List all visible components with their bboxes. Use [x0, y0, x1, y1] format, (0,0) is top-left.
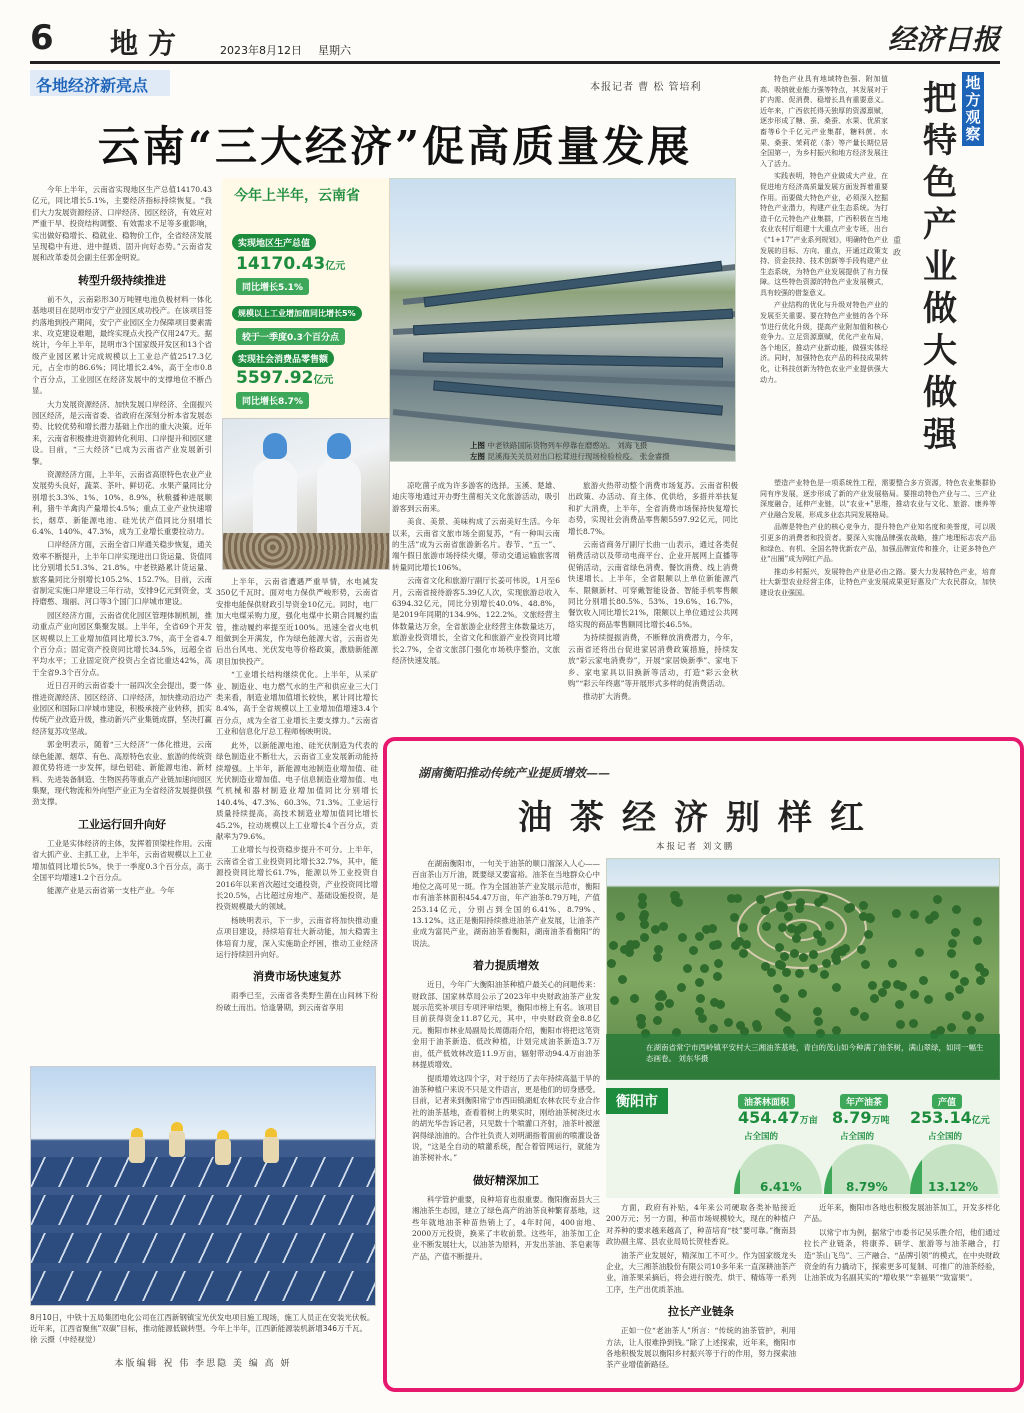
paragraph: 塑造产业特色是一项系统性工程，需要整合多方资源，特色农业集群协同有序发展，逐步形成了新的产业发展格局。要推动特色产业与二、三产业深度融合，延伸产业链，以“农业+”思维，推动农业与文化、旅游、康养等产业融合发展，形成多业态共同发展格局。 [760, 479, 996, 519]
tea-tree [783, 891, 792, 900]
solar-panel-photo [30, 1066, 376, 1306]
tea-tree [962, 1011, 971, 1020]
tea-column-3 [804, 1202, 1000, 1378]
tea-tree [910, 910, 919, 919]
tea-tree [822, 959, 831, 968]
tea-tree [924, 995, 933, 1004]
kpi-label: 油茶林面积 [738, 1094, 795, 1109]
side-kicker: 地方观察 [962, 72, 984, 146]
paragraph: 特色产业具有地域特色强、附加值高、吸纳就业能力强等特点，其发展对于扩内需、促消费、稳增长具有重要意义。近年来，广西依托得天独厚的资源禀赋，逐步形成了糖、蚕、桑蚕、水果、优质家畜等6个千亿元产业集群，糖料蔗、水果、桑蚕、茉莉花（茶）等产量长期位居全国第一，为乡村振兴和地方经济发展注入了活力。 [760, 75, 888, 168]
statistics-card [222, 178, 390, 418]
subheading: 转型升级持续推进 [78, 273, 166, 287]
tea-tree [915, 948, 924, 957]
tea-tree [896, 1020, 905, 1029]
tea-tree [809, 964, 818, 973]
tea-tree [778, 923, 787, 932]
tea-tree [696, 994, 705, 1003]
tea-tree [713, 940, 722, 949]
tea-tree [895, 1000, 904, 1009]
tea-tree [892, 909, 901, 918]
tea-tree [792, 934, 801, 943]
paragraph: 品牌是特色产业的核心竞争力，提升特色产业知名度和美誉度，可以吸引更多的消费者和投资者。要深入实施品牌强农战略，推广地理标志农产品和绿色、有机、全国名特优新农产品，加强品牌宣传和推介，让更多特色产业“出圈”成为网红产品。 [760, 523, 996, 564]
newspaper-logo: 经济日报 [887, 23, 1000, 56]
paragraph: 提质增效这四个字，对于经历了去年持续高温干旱的油茶种植户来说不只是文件语言，更是他们的切身感受。目前，记者来到衡阳常宁市西田镇湖虹农林农民专业合作社的油茶基地，查看着树上的果实时，刚给油茶树浇过水的胡光华告诉记者，只见数十个喷灌口齐射，油茶叶被滋润得绿油油的。合作社负责人刘明湖指着面前的喷灌设备说，“这是全自动的喷灌系统，配合着管网运行，就能为油茶树补水。” [412, 1073, 600, 1163]
tea-tree [878, 988, 887, 997]
tea-tree [844, 904, 853, 913]
tea-tree [653, 953, 662, 962]
paragraph: 为持续提振消费，不断释放消费潜力，今年，云南省还将出台促进家居消费政策措施，持续发放“彩云家电消费券”，开展“家居焕新季”、家电下乡、家电家具以旧换新等活动，打造“彩云金秋购”“彩云年终惠”等开展形式多样的促消费活动。 [568, 633, 738, 688]
tea-tree [933, 895, 942, 904]
share-value: 6.41% [760, 1180, 802, 1194]
tea-tree [775, 943, 784, 952]
tea-tree [950, 970, 959, 979]
tea-tree [813, 1007, 822, 1016]
share-gauge-fill [824, 1144, 832, 1194]
stat-value: 14170.43亿元 [236, 254, 346, 274]
tea-tree [773, 984, 782, 993]
tea-tree [710, 998, 719, 1007]
tea-tree [910, 990, 919, 999]
tea-tree [683, 964, 692, 973]
subheading: 工业运行回升向好 [78, 817, 166, 831]
tea-tree [973, 917, 982, 926]
tea-column-1 [412, 858, 600, 1378]
tea-tree [733, 894, 742, 903]
tea-tree [947, 949, 956, 958]
share-gauge-fill [910, 1144, 922, 1194]
paragraph: 雨季已至，云南省各类野生菌在山间林下纷纷破土而出。恰逢暑期，到云南省享用 [216, 991, 378, 1012]
tea-tree [893, 980, 902, 989]
paragraph: “工业增长结构继续优化。上半年，从采矿业、制造业、电力燃气水的生产和供应业三大门类来看，制造业增加值增长较快，累计同比增长8.4%，高于全省规模以上工业增加值增速3.4个百分点，成为全省工业增长主要支撑力。”云南省工业和信息化厅总工程师杨映明说。 [216, 670, 378, 737]
tea-article-kicker: 湖南衡阳推动传统产业提质增效—— [418, 766, 611, 780]
tea-tree [665, 999, 674, 1008]
tea-tree [616, 912, 625, 921]
stat-label: 实现地区生产总值 [232, 234, 316, 251]
tea-tree [713, 972, 722, 981]
hengyang-tag: 衡阳市 [606, 1088, 668, 1114]
stat-change-badge: 同比增长5.1% [236, 278, 309, 295]
share-value: 13.12% [928, 1180, 978, 1194]
tea-article-headline: 油茶经济别样红 [518, 798, 882, 838]
paragraph: 工业是实体经济的主体，发挥着顶梁柱作用。云南省大抓产业、主抓工业，上半年，云南省规模以上工业增加值同比增长5%，快于一季度0.3个百分点，高于全国平均增速1.2个百分点。 [32, 838, 212, 882]
paragraph: 园区经济方面，云南省优化园区管理体制机制，推动重点产业向园区集聚发展。上半年，全省69个开发区规模以上工业增加值同比增长3.7%，高于全省4.7个百分点；固定资产投资同比增长34.5%，远超全省平均水平；工业固定资产投资占全省比重达42%，高于全省9.3个百分点。 [32, 610, 212, 677]
tea-tree [955, 985, 964, 994]
paragraph: 以常宁市为例，据常宁市委书记吴乐胜介绍，他们通过拉长产业链条，将康养、研学、旅游等与油茶融合，打造“茶山飞鸟”、三产融合、“品牌引领”的模式，在中央财政资金的有力撬动下，探索更多可复制、可推广的油茶经验，让油茶成为名副其实的“增收果”“幸福果”“致富果”。 [804, 1227, 1000, 1283]
tea-tree [814, 1017, 823, 1026]
tea-tree [739, 949, 748, 958]
section-name: 地方 [110, 27, 187, 60]
paragraph: 云南省商务厅副厅长曲一山表示，通过各类促销费活动以及带动电商平台、企业开展网上直播等促销活动，云南省绿色消费、餐饮消费、线上消费快速增长。上半年，全省限额以上单位新能源汽车、限额新材、可穿戴智能设备、智能手机零售额同比分别增长80.5%、53%、19.6%、16.7%，餐饮收入同比增长21%，限额以上单位通过公共网络实现的商品零售额同比增长46.5%。 [568, 540, 738, 629]
kpi-label: 产值 [932, 1094, 962, 1109]
tea-tree [825, 921, 834, 930]
tea-tree [638, 900, 647, 909]
tea-tree [841, 944, 850, 953]
tea-tree [820, 970, 829, 979]
tea-column-2 [606, 1126, 796, 1378]
tea-tree [780, 994, 789, 1003]
section-kicker: 各地经济新亮点 [30, 70, 170, 96]
subheading: 消费市场快速复苏 [253, 970, 341, 984]
tea-tree [809, 950, 818, 959]
paragraph: 此外，以新能源电池、硅光伏制造为代表的绿色制造业不断壮大，云南省工业发展新动能持续增强。上半年，新能源电池制造业增加值、硅光伏制造业增加值、电子信息制造业增加值、电气机械和器材制造业增加值同比分别增长140.4%、47.3%、60.3%、71.3%。工业运行质量持续提高，高技术制造业增加值同比增长45.2%，拉动规模以上工业增长4个百分点，贡献率为79.6%。 [216, 740, 378, 841]
stat-label: 规模以上工业增加值同比增长5% [232, 306, 362, 321]
tea-tree [609, 941, 618, 950]
tea-tree [948, 939, 957, 948]
paragraph: 杨映明表示，下一步，云南省将加快推动重点项目建设，持续培育壮大新动能，加大稳需主体培育力度，深入实施助企纾困，推动工业经济运行持续回升向好。 [216, 915, 378, 959]
tea-tree [626, 940, 635, 949]
solar-photo-caption: 8月10日，中铁十五局集团电化公司在江西新钢镇宝光伏发电项目施工现场，施工人员正在安装光伏板。近年来，江西省聚焦“双碳”目标，推动能源低碳转型。今年上半年，江西新能源装机新增346万千瓦。 徐 云摄（中经视觉） [30, 1313, 375, 1344]
main-byline: 本报记者 曹 松 管培利 [590, 82, 702, 93]
tea-tree [607, 959, 616, 968]
tea-tree [636, 1014, 645, 1023]
tea-tree [790, 949, 799, 958]
tea-tree [859, 901, 868, 910]
tea-tree [864, 930, 873, 939]
tea-tree [678, 933, 687, 942]
tea-tree [640, 910, 649, 919]
side-author: 重 政 [893, 236, 901, 257]
share-value: 8.79% [846, 1180, 888, 1194]
masthead [30, 18, 1000, 64]
paragraph: 凉吃菌子成为许多游客的选择。玉溪、楚雄、迪庆等地通过开办野生菌相关文化旅游活动，吸引游客到云南来。 [392, 481, 560, 513]
tea-tree [973, 936, 982, 945]
tea-tree [775, 960, 784, 969]
tea-tree [798, 989, 807, 998]
tea-tree [779, 1011, 788, 1020]
photo-credit: 徐 云摄（中经视觉） [30, 1335, 100, 1344]
publication-weekday: 星期六 [318, 44, 351, 57]
tea-tree [630, 994, 639, 1003]
subheading: 着力提质增效 [473, 959, 539, 973]
subheading: 拉长产业链条 [668, 1305, 734, 1319]
tea-tree [951, 928, 960, 937]
paragraph: 油茶产业发展好，精深加工不可少。作为国家级龙头企业，大三湘茶油股份有限公司10多年来一直深耕油茶产业，油茶果采摘后，将会进行脱壳、烘干、精炼等一系列工序，生产出优质茶油。 [606, 1250, 796, 1294]
tea-tree [799, 953, 808, 962]
tea-tree [640, 920, 649, 929]
tea-tree [784, 912, 793, 921]
tea-tree [888, 959, 897, 968]
paragraph: 今年上半年，云南省实现地区生产总值14170.43亿元，同比增长5.1%，主要经济指标持续恢复。“我们大力发展资源经济、口岸经济、园区经济，有效应对严重干旱、投资结构调整、有效需求不足等多重影响，实出做好稳增长、稳就业、稳物价工作，全省经济发展呈现稳中有进、进中提质、固升向好态势。”云南省发展和改革委员会副主任郭金明说。 [32, 185, 212, 263]
tea-tree [659, 922, 668, 931]
paragraph: 能源产业是云南省第一支柱产业。今年 [47, 886, 175, 896]
article-column-1 [32, 184, 212, 1054]
tea-tree [866, 914, 875, 923]
tea-tree [813, 930, 822, 939]
editor-credits: 本版编辑 祝 伟 李思隐 美 编 高 妍 [114, 1359, 292, 1369]
kpi-share-label: 占全国的 [744, 1132, 779, 1142]
statistics-title: 今年上半年，云南省 [234, 188, 360, 204]
tea-tree [925, 915, 934, 924]
publication-date: 2023年8月12日 [220, 44, 302, 57]
stat-change-badge: 较于一季度0.3个百分点 [236, 328, 345, 345]
kpi-share-label: 占全国的 [928, 1132, 963, 1142]
side-headline: 把特色产业做大做强 [923, 79, 957, 455]
tea-tree [814, 898, 823, 907]
tea-tree [618, 975, 627, 984]
tea-tree [695, 978, 704, 987]
stat-label: 实现社会消费品零售额 [232, 350, 334, 367]
tea-tree [947, 1023, 956, 1032]
tea-tree [776, 903, 785, 912]
tea-tree [655, 1002, 664, 1011]
tea-tree [960, 977, 969, 986]
paragraph: 近日召开的云南省委十一届四次全会提出，要一体推进资源经济、园区经济、口岸经济，加快推动沿边产业园区和国际口岸城市建设，积极承接产业转移，抓实传统产业改造升级，推动新兴产业集链成群，坚决打赢经济复苏攻坚战。 [32, 681, 212, 736]
paragraph: 上半年，云南省遭遇严重旱情，水电减发350亿千瓦时。面对电力保供严峻形势，云南省安排电能保供财政引导资金10亿元。同时，电厂加大电煤采购力度，强化电煤中长期合同履约监管，推动履约率提至近100%。迅速全省火电机组做到全开满发，作为绿色能源大省，云南省先后出台风电、光伏发电等价格政策，激励新能源项目加快投产。 [216, 577, 378, 666]
paragraph: 资源经济方面，上半年，云南省高原特色农业产业发展势头良好，蔬菜、茶叶、鲜切花、水果产量同比分别增长3.3%、1%、10%、8.9%，秋粮播种进展顺利，猪牛羊禽肉产量增长4.5%；重点工业产业快速增长，烟草、新能源电池、硅光伏产值同比分别增长6.4%、140%、47.3%，成为工业增长重要拉动力。 [32, 469, 212, 536]
tea-tree [832, 983, 841, 992]
tea-tree [782, 968, 791, 977]
kpi-share-label: 占全国的 [840, 1132, 875, 1142]
tea-tree [700, 964, 709, 973]
tea-tree [739, 923, 748, 932]
paragraph: 云南省文化和旅游厅副厅长姜可伟说，1月至6月，云南省接待游客5.39亿人次，实现旅游总收入6394.32亿元，同比分别增长40.0%、48.8%，是2019年同期的134.9%、122.2%。文旅经营主体数量达万余，全省旅游企业经营主体数量达万，旅游业投资增长，全省文化和旅游产业投资同比增长2.7%，全省文旅部门强化市场秩序整治，文旅经济快速发展。 [392, 576, 560, 666]
side-column-lower [760, 478, 996, 728]
stat-value: 5597.92亿元 [236, 368, 334, 388]
paragraph: 在湖南衡阳市，一句关于油茶的顺口溜深入人心——百亩茶山万斤油，既要绿又要富裕。油茶在当地群众心中地位之高可见一斑。作为全国油茶产业发展示范市，衡阳市有油茶林面积454.47万亩，年产油茶8.79万吨，产值253.14亿元，分别占到全国的6.41%、8.79%、13.12%。这正是衡阳持续推进油茶产业发展，让油茶产业成为富民产业，湖南油茶看衡阳，湖南油茶看衡阳”的说法。 [412, 859, 600, 948]
paragraph: 近年来，衡阳市各地也积极发展油茶加工，开发多样化产品。 [804, 1203, 1000, 1224]
tea-tree [975, 1013, 984, 1022]
kpi-value: 253.14亿元 [910, 1108, 990, 1127]
tea-tree [709, 1024, 718, 1033]
tea-photo-caption: 在湖南省常宁市西岭镇平安村大三湘油茶基地，青白的茂山如今种满了油茶树，满山翠绿，如同一幅生态画卷。 刘东华摄 [606, 1034, 1000, 1080]
paragraph: 美食、美景、美味构成了云南美好生活。今年以来，云南省文旅市场全面复苏，“有一种叫云南的生活”成为云南省旅游新名片。春节、“五一”、端午假日旅游市场持续火爆，带动交通运输旅客周转量同比增长106%。 [392, 517, 560, 572]
article-column-2 [216, 576, 378, 1040]
tea-tree [868, 981, 877, 990]
paragraph: 产业结构的优化与升级对特色产业的发展至关重要。要在特色产业链的各个环节进行优化升级，提高产业附加值和核心竞争力。立足资源禀赋，优化产业布局，各个地区，推动产业新动能，做强实体经济。同时，加强特色农产品的科技成果转化，让科技创新为特色农业产业提供强大动力。 [760, 301, 888, 384]
tea-tree [761, 962, 770, 971]
tea-tree [761, 906, 770, 915]
photo-caption: 上图 中老铁路国际货物列车停靠在磨憨站。 刘海飞摄 左图 昆溪海关关员对出口松茸进行现场检验检疫。 张金睿摄 [470, 441, 670, 461]
tea-tree [857, 945, 866, 954]
tea-article-byline: 本报记者 刘文鹏 [656, 842, 735, 852]
tea-tree [795, 969, 804, 978]
tea-tree [870, 994, 879, 1003]
tea-tree [695, 1007, 704, 1016]
tea-tree [735, 937, 744, 946]
paragraph: 科学管护重要，良种培育也很重要。衡阳衡南县大三湘油茶生态园，建立了绿色高产的油茶良种繁育基地，这些年就地油茶种苗热销上了，4年时间，400亩地、2000万元投资，换来了丰收前景。这些年，油茶加工企业不断发展壮大，以油茶为原料，开发出茶油、茶皂素等产品，产值不断提升。 [412, 1194, 600, 1261]
paragraph: 口岸经济方面，云南全省口岸通关稳步恢复，通关效率不断提升，上半年口岸实现进出口货运量、货值同比分别增长51.3%、21.8%。中老铁路累计货运量、旅客量同比分别增长105.2%、152.7%。目前，云南省制定实施口岸建设三年行动，安排9亿元到资金，支持磨憨、瑞丽、河口等3个国门口岸城市建设。 [32, 540, 212, 607]
paragraph: 实践表明，特色产业做成大产业，在促进地方经济高质量发展方面发挥着重要作用。而要做大特色产业，必须深入挖掘特色产业潜力，构建产业生态系统。为打造千亿元特色产业集群，广西积极在当地农业农村厅组建十大重点产业专班，出台《“1+17”产业系列规划》，明确特色产业发展的目标、方向、重点，开通过政策支持、资金扶持、技术创新等手段构建产业生态系统，为特色产业发展提供了有力保障。这些特色资源的特色产业发展模式，具有较强的借鉴意义。 [760, 172, 888, 297]
main-headline: 云南“三大经济”促高质量发展 [97, 122, 693, 171]
paragraph: 推动扩大消费。 [583, 692, 636, 702]
tea-tree [975, 963, 984, 972]
side-column-upper [760, 74, 888, 474]
tea-tree [610, 996, 619, 1005]
tea-tree [695, 932, 704, 941]
kpi-value: 454.47万亩 [738, 1108, 818, 1127]
tea-tree [657, 990, 666, 999]
tea-tree [714, 959, 723, 968]
page-number: 6 [30, 18, 54, 58]
tea-tree [724, 1018, 733, 1027]
paragraph: 正如一位“老油茶人”所言：“传统的油茶管护，利用方法，让人很难挣到钱。”除了上述探索，近年来，衡阳市各地积极发展以衡阳乡村振兴等于行的作用，努力探索油茶产业增值新路径。 [606, 1326, 796, 1370]
kpi-value: 8.79万吨 [832, 1108, 890, 1127]
tea-tree [677, 983, 686, 992]
tea-tree [832, 956, 841, 965]
stat-change-badge: 同比增长8.7% [236, 392, 309, 409]
tea-tree [945, 992, 954, 1001]
paragraph: 方面，政府有补贴，4年来公司硬取各类补贴接近200万元；另一方面，种苗市场规模较大，现在的种植户对养种的要求越来越高了，种苗培育“枝”要可靠。”衡南县政协副主席、县农业局局长贺桂香说。 [606, 1203, 796, 1247]
article-column-4 [568, 480, 738, 726]
inspection-photo [222, 418, 390, 570]
tea-tree [861, 960, 870, 969]
tea-tree [702, 925, 711, 934]
tea-tree [654, 945, 663, 954]
tea-tree [756, 895, 765, 904]
paragraph: 前不久，云南彩形30万吨锂电池负极材料一体化基地项目在昆明市安宁产业园区成功投产。在该项目签约落地到投产期间，安宁产业园区全力保障项目要素需求、攻克建设难题，最终实现点火投产仅用247天。据统计，今年上半年，昆明市3个国家级开发区和13个省级产业园区累计完成规模以上工业总产值2517.3亿元，占全市的86.6%；同比增长2.4%，高于全市0.8个百分点，工业园区在经济发展中的支撑地位不断凸显。 [32, 294, 212, 396]
tea-tree [952, 905, 961, 914]
tea-tree [689, 946, 698, 955]
tea-tree [795, 904, 804, 913]
paragraph: 近日，今年广大衡阳油茶种植户最关心的问题传来：财政部、国家林草局公示了2023年中央财政油茶产业发展示范奖补项目专项评审结果，衡阳市榜上有名。该项目目前获得资金11.87亿元，其中，中央财政资金8.8亿元。衡阳市林业局副局长周德雨介绍，衡阳市将把这笔资金用于油茶新造、低改种植，计划完成油茶新造3.7万亩，低产低效林改造11.9万亩，辐射带动94.4万亩油茶林提质增效。 [412, 980, 600, 1070]
subheading: 做好精深加工 [473, 1173, 539, 1187]
tea-tree [653, 1016, 662, 1025]
tea-tree [909, 1019, 918, 1028]
tea-tree [640, 933, 649, 942]
tea-tree [976, 976, 985, 985]
kpi-label: 年产油茶 [840, 1094, 888, 1109]
tea-tree [752, 1020, 761, 1029]
paragraph: 郭金明表示，随着“三大经济”一体化推进，云南绿色能源、烟草、有色、高原特色农业、旅游的传统资源优势将进一步发挥，绿色铝硅、新能源电池、新材料、先进装备制造、生物医药等重点产业链加速向园区集聚，现代物流和外向型产业正为全省经济发展提供强劲支撑。 [32, 740, 212, 807]
paragraph: 推动乡村振兴，发展特色产业是必由之路。要大力发展特色产业，培育壮大新型农业经营主体，让特色产业发展成果更好惠及广大农民群众，加快建设农业强国。 [760, 567, 996, 597]
paragraph: 大力发展资源经济、加快发展口岸经济、全面振兴园区经济，是云南省委、省政府在深刻分析本省发展态势、比较优势和增长潜力基础上作出的重大决策。近年来，云南省积极推进资源转化利用、口岸提升和园区建设。目前，“三大经济”已成为云南省产业发展新引擎。 [32, 399, 212, 466]
tea-tree [882, 980, 891, 989]
paragraph: 旅游火热带动整个消费市场复苏。云南省积极出政策、办活动、育主体、优供给，多措并举扶复和扩大消费，上半年，全省消费市场保持快复增长态势，实现社会消费品零售额5597.92亿元，同比增长8.7%。 [568, 481, 738, 536]
tea-tree [780, 952, 789, 961]
tea-tree [762, 922, 771, 931]
tea-tree [919, 976, 928, 985]
tea-tree [671, 891, 680, 900]
tea-tree [860, 1012, 869, 1021]
tea-tree [730, 913, 739, 922]
article-column-3 [392, 480, 560, 726]
paragraph: 工业增长与投资稳步提升不可分。上半年，云南省全省工业投资同比增长32.7%，其中，能源投资同比增长61.7%，能源以外工业投资自2016年以来首次超过交通投资，产业投资同比增长20.5%，占比超过房地产、基础设施投资，是投资规模最大的领域。 [216, 845, 378, 912]
tea-tree [850, 1007, 859, 1016]
